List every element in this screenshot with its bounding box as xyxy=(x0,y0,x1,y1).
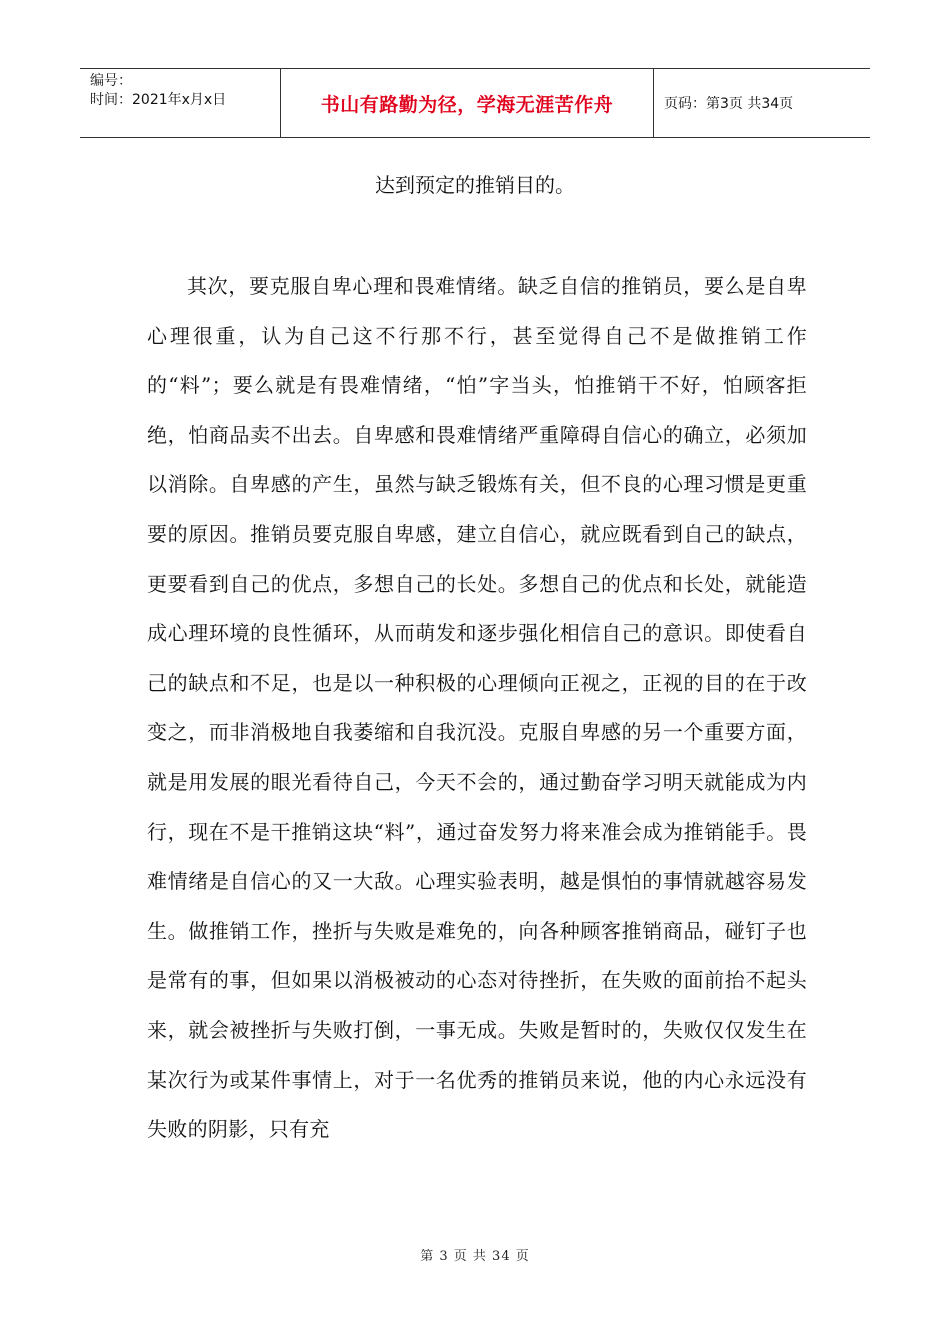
lead-line: 达到预定的推销目的。 xyxy=(375,173,575,197)
header-meta xyxy=(80,69,280,137)
page-footer: 第 3 页 共 34 页 xyxy=(420,1249,530,1264)
body-paragraph: 其次，要克服自卑心理和畏难情绪。缺乏自信的推销员，要么是自卑心理很重，认为自己这不行那不行，甚至觉得自己不是做推销工作的“料”；要么就是有畏难情绪，“怕”字当头，怕推销干不好，怕顾客拒绝，怕商品卖不出去。自卑感和畏难情绪严重障碍自信心的确立，必须加以消除。自卑感的产生，虽然与缺乏锻炼有关，但不良的心理习惯是更重要的原因。推销员要克服自卑感，建立自信心，就应既看到自己的缺点，更要看到自己的优点，多想自己的长处。多想自己的优点和长处，就能造成心理环境的良性循环，从而萌发和逐步强化相信自己的意识。即使看自己的缺点和不足，也是以一种积极的心理倾向正视之，正视的目的在于改变之，而非消极地自我萎缩和自我沉没。克服自卑感的另一个重要方面，就是用发展的眼光看待自己，今天不会的，通过勤奋学习明天就能成为内行，现在不是干推销这块“料”，通过奋发努力将来准会成为推销能手。畏难情绪是自信心的又一大敌。心理实验表明，越是惧怕的事情就越容易发生。做推销工作，挫折与失败是难免的，向各种顾客推销商品，碰钉子也是常有的事，但如果以消极被动的心态对待挫折，在失败的面前抬不起头来，就会被挫折与失败打倒，一事无成。失败是暂时的，失败仅仅发生在某次行为或某件事情上，对于一名优秀的推销员来说，他的内心永远没有失败的阴影，只有充 xyxy=(147,274,807,1142)
header-motto: 书山有路勤为径，学海无涯苦作舟 xyxy=(280,69,654,137)
serial-number-label: 编号： xyxy=(90,73,132,89)
page-header xyxy=(80,68,870,138)
header-page-info: 页码：第3页 共34页 xyxy=(664,96,794,112)
date-label: 时间：2021年x月x日 xyxy=(90,92,227,108)
